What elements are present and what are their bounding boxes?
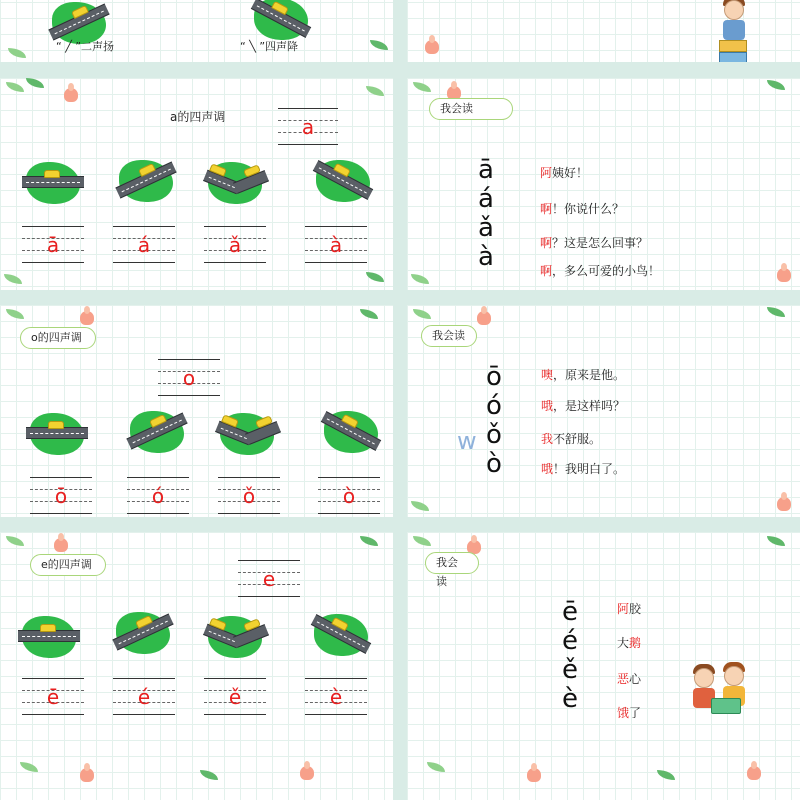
leaf-decor	[8, 48, 26, 58]
tone2-label: “ ╱ ”二声扬	[56, 40, 115, 53]
tone-column	[471, 156, 501, 272]
slide-read-e[interactable]	[407, 532, 800, 800]
tone-grid	[113, 226, 175, 262]
leaf-decor	[200, 770, 218, 780]
base-letter: e	[262, 567, 276, 591]
flower-decor	[527, 768, 541, 782]
leaf-decor	[427, 762, 445, 772]
tone-letter: à	[478, 242, 494, 272]
slide-read-o[interactable]	[407, 305, 800, 517]
base-letter-grid	[238, 560, 300, 596]
flower-decor	[54, 538, 68, 552]
road-falling-illustration	[310, 610, 372, 660]
slide-title: a的四声调	[170, 110, 226, 124]
leaf-decor	[767, 307, 785, 317]
tone-letter: á	[478, 184, 494, 214]
slide-title: 我会读	[429, 98, 513, 120]
leaf-decor	[4, 274, 22, 284]
sentence: 啊，多么可爱的小鸟！	[540, 264, 661, 278]
tone-letter: à	[329, 233, 343, 257]
tone-grid	[127, 477, 189, 513]
tone-letter: ō	[54, 484, 68, 508]
word: 阿胶	[617, 602, 642, 616]
tone-letter: ā	[46, 233, 60, 257]
slide-title: 我会读	[425, 552, 479, 574]
word: 饿了	[617, 706, 642, 720]
base-letter-grid	[158, 359, 220, 395]
tone-grid	[22, 226, 84, 262]
leaf-decor	[370, 40, 388, 50]
road-dip-illustration	[204, 158, 266, 208]
leaf-decor	[767, 80, 785, 90]
leaf-decor	[20, 762, 38, 772]
word: 恶心	[617, 672, 642, 686]
tone-letter: ò	[342, 484, 356, 508]
road-flat-illustration	[18, 612, 80, 662]
road-flat-illustration	[22, 158, 84, 208]
leaf-decor	[767, 536, 785, 546]
flower-decor	[777, 268, 791, 282]
leaf-decor	[411, 501, 429, 511]
sentence: 我不舒服。	[541, 432, 602, 446]
tone-column	[555, 598, 585, 714]
leaf-decor	[411, 274, 429, 284]
tone-letter: ǎ	[478, 213, 494, 243]
tone-grid	[204, 226, 266, 262]
tone-letter: è	[562, 684, 578, 714]
flower-decor	[747, 766, 761, 780]
flower-decor	[425, 40, 439, 54]
flower-decor	[80, 768, 94, 782]
tone-letter: ō	[486, 362, 502, 392]
tone-letter: ē	[562, 597, 578, 627]
leaf-decor	[413, 82, 431, 92]
road-dip-illustration	[216, 409, 278, 459]
leaf-decor	[6, 82, 24, 92]
flower-decor	[80, 311, 94, 325]
slide-tone-rules-partial[interactable]	[0, 0, 393, 62]
tone-letter: ǒ	[242, 484, 256, 508]
road-rising-illustration	[112, 608, 174, 658]
tone4-label: “ ╲ ”四声降	[240, 40, 299, 53]
letter-w-watermark: w	[457, 427, 477, 455]
tone-letter: ó	[486, 391, 502, 421]
leaf-decor	[366, 272, 384, 282]
slide-e-four-tones[interactable]	[0, 532, 393, 800]
tone-grid	[30, 477, 92, 513]
slide-title: o的四声调	[20, 327, 96, 349]
road-falling-illustration	[312, 156, 374, 206]
slide-read-a[interactable]	[407, 78, 800, 290]
slide-title: 我会读	[421, 325, 477, 347]
tone-grid	[318, 477, 380, 513]
tone-letter: ā	[478, 155, 494, 185]
sentence: 阿姨好！	[540, 166, 589, 180]
flower-decor	[477, 311, 491, 325]
tone-grid	[22, 678, 84, 714]
tone-letter: ě	[562, 655, 578, 685]
flower-decor	[300, 766, 314, 780]
road-rising-illustration	[115, 156, 177, 206]
base-letter: a	[301, 115, 315, 139]
base-letter: o	[182, 366, 196, 390]
tone-grid	[218, 477, 280, 513]
sentence: 噢，原来是他。	[541, 368, 626, 382]
tone-letter: é	[562, 626, 578, 656]
flower-decor	[64, 88, 78, 102]
leaf-decor	[360, 536, 378, 546]
slide-partial-right[interactable]	[407, 0, 800, 62]
sentence: 啊！你说什么？	[540, 202, 625, 216]
leaf-decor	[366, 86, 384, 96]
road-falling-illustration	[320, 407, 382, 457]
sentence: 哦，是这样吗？	[541, 399, 626, 413]
tone-letter: ē	[46, 685, 60, 709]
tone-letter: ò	[486, 449, 502, 479]
tone-grid	[305, 678, 367, 714]
leaf-decor	[413, 536, 431, 546]
leaf-decor	[657, 770, 675, 780]
tone-grid	[305, 226, 367, 262]
road-rising-illustration	[126, 407, 188, 457]
flower-decor	[777, 497, 791, 511]
tone-letter: ǎ	[228, 233, 242, 257]
tone-letter: è	[329, 685, 343, 709]
word: 大鹅	[617, 636, 642, 650]
leaf-decor	[6, 536, 24, 546]
tone-letter: é	[137, 685, 151, 709]
sentence: 啊？这是怎么回事？	[540, 236, 649, 250]
leaf-decor	[26, 78, 44, 88]
base-letter-grid	[278, 108, 338, 144]
slide-title: e的四声调	[30, 554, 106, 576]
slide-a-four-tones[interactable]	[0, 78, 393, 290]
tone-letter: ǒ	[486, 420, 502, 450]
sentence: 哦！我明白了。	[541, 462, 626, 476]
leaf-decor	[413, 309, 431, 319]
tone-letter: ě	[228, 685, 242, 709]
tone-letter: ó	[151, 484, 165, 508]
leaf-decor	[6, 309, 24, 319]
tone-column	[479, 363, 509, 479]
tone-grid	[204, 678, 266, 714]
road-dip-illustration	[204, 612, 266, 662]
slide-o-four-tones[interactable]	[0, 305, 393, 517]
leaf-decor	[360, 309, 378, 319]
road-flat-illustration	[26, 409, 88, 459]
tone-letter: á	[137, 233, 151, 257]
tone-grid	[113, 678, 175, 714]
